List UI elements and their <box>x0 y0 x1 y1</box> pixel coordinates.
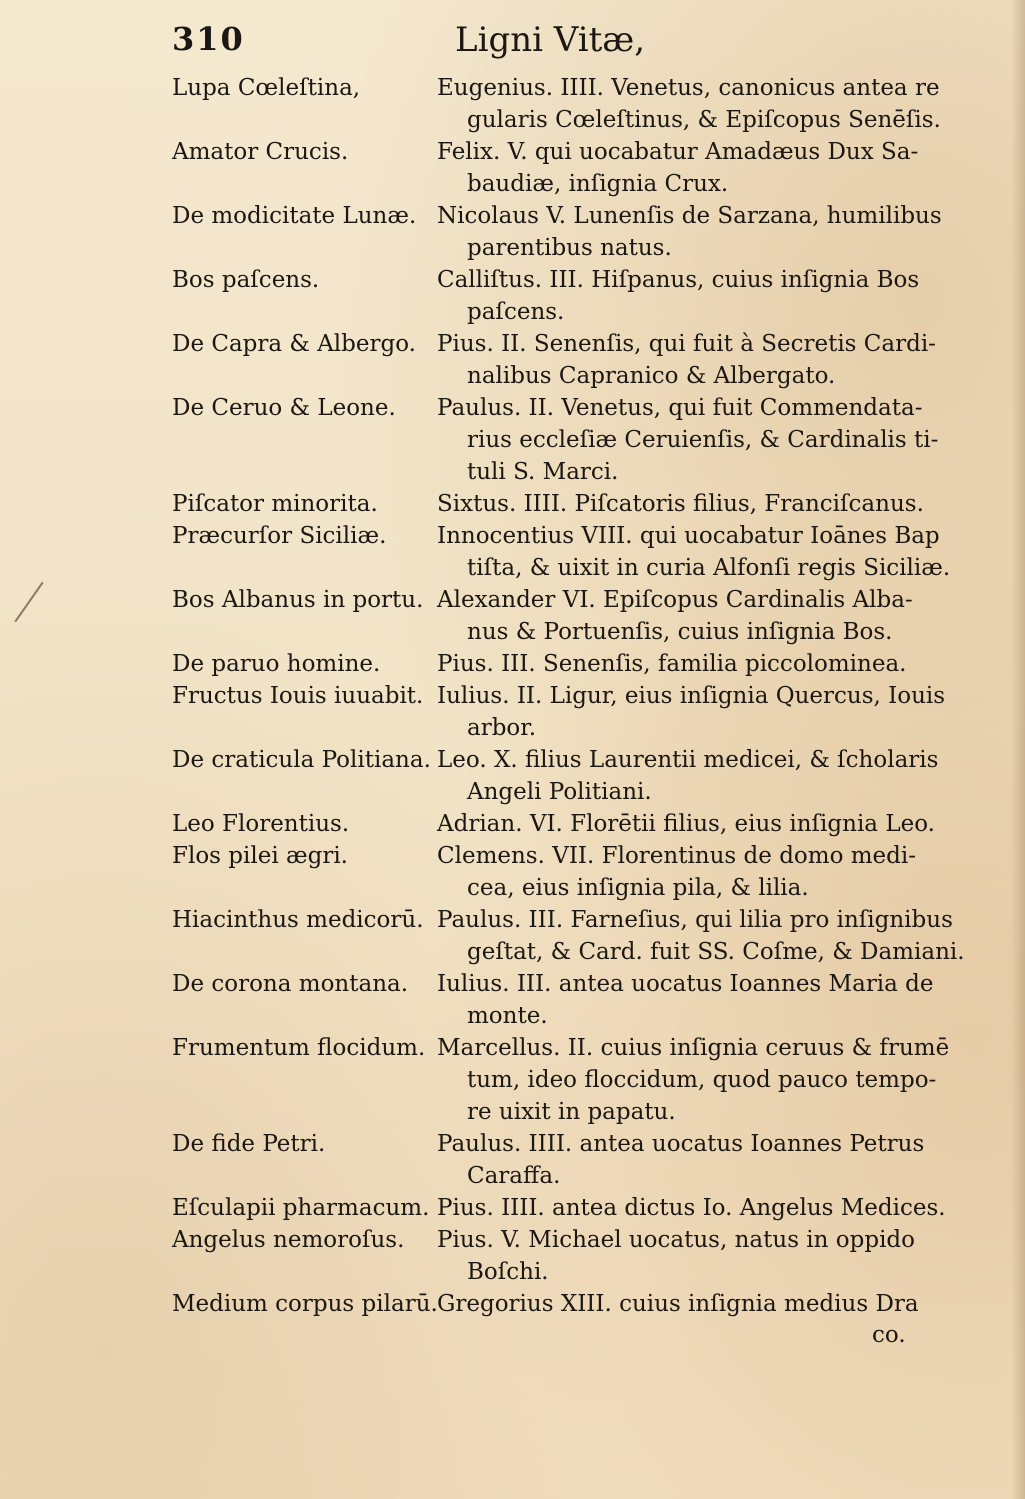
pope-description-line: Marcellus. II. cuius inſignia ceruus & frumē <box>437 1035 950 1061</box>
pope-description <box>437 744 962 808</box>
pope-description-line: Eugenius. IIII. Venetus, canonicus antea re <box>437 75 940 101</box>
page-header <box>172 18 972 66</box>
pope-description <box>437 328 962 392</box>
pope-description-line: Angeli Politiani. <box>467 779 652 805</box>
pope-description-line: Gregorius XIII. cuius inſignia medius Dra <box>437 1291 919 1317</box>
pope-description <box>437 1288 962 1320</box>
pope-description <box>437 520 962 584</box>
page-edge-shadow <box>1011 0 1025 1499</box>
prophecy-entry <box>172 72 962 136</box>
pope-description <box>437 648 962 680</box>
pope-description-line: parentibus natus. <box>467 235 672 261</box>
pope-description <box>437 392 962 488</box>
prophecy-entry <box>172 392 962 488</box>
pope-description <box>437 680 962 744</box>
pope-description <box>437 1224 962 1288</box>
pope-description-line: Innocentius VIII. qui uocabatur Ioānes Bap <box>437 523 940 549</box>
pope-description-line: Adrian. VI. Florētii filius, eius inſignia Leo. <box>437 811 935 837</box>
stray-ink-mark <box>14 582 43 622</box>
pope-description-line: Pius. III. Senenſis, familia piccolominea. <box>437 651 907 677</box>
pope-description-line: Clemens. VII. Florentinus de domo medi- <box>437 843 917 869</box>
pope-description-line: Alexander VI. Epiſcopus Cardinalis Alba- <box>437 587 913 613</box>
pope-description-line: Paulus. III. Farneſius, qui lilia pro inſignibus <box>437 907 953 933</box>
motto-text: De paruo homine. <box>172 651 381 677</box>
pope-description-line: Paulus. IIII. antea uocatus Ioannes Petrus <box>437 1131 925 1157</box>
prophecy-entry <box>172 1224 962 1288</box>
pope-description <box>437 200 962 264</box>
pope-description <box>437 584 962 648</box>
pope-description-line: Pius. V. Michael uocatus, natus in oppido <box>437 1227 916 1253</box>
pope-description <box>437 968 962 1032</box>
pope-description-line: Pius. IIII. antea dictus Io. Angelus Medices. <box>437 1195 946 1221</box>
pope-description-line: monte. <box>467 1003 548 1029</box>
pope-description-line: geſtat, & Card. fuit SS. Coſme, & Damiani. <box>467 939 965 965</box>
prophecy-entry <box>172 840 962 904</box>
pope-description-line: re uixit in papatu. <box>467 1099 676 1125</box>
pope-description <box>437 840 962 904</box>
pope-description <box>437 1032 962 1128</box>
motto-text: Medium corpus pilarū. <box>172 1291 438 1317</box>
pope-description-line: tum, ideo floccidum, quod pauco tempo- <box>467 1067 937 1093</box>
page-number: 310 <box>172 20 245 58</box>
pope-description-line: Caraffa. <box>467 1163 561 1189</box>
motto-text: Piſcator minorita. <box>172 491 378 517</box>
prophecy-entry <box>172 808 962 840</box>
pope-description-line: tiſta, & uixit in curia Alfonſi regis Siciliæ. <box>467 555 951 581</box>
prophecy-entry <box>172 584 962 648</box>
pope-description-line: Iulius. II. Ligur, eius inſignia Quercus, Iouis <box>437 683 946 709</box>
prophecy-entry <box>172 1192 962 1224</box>
prophecy-entry <box>172 744 962 808</box>
prophecy-entry <box>172 328 962 392</box>
pope-description <box>437 1128 962 1192</box>
motto-text: De craticula Politiana. <box>172 747 431 773</box>
pope-description-line: gularis Cœleſtinus, & Epiſcopus Senēſis. <box>467 107 941 133</box>
motto-text: Bos Albanus in portu. <box>172 587 424 613</box>
catchword: co. <box>872 1322 906 1348</box>
prophecy-entry <box>172 264 962 328</box>
prophecy-entry <box>172 1032 962 1128</box>
prophecy-entry <box>172 488 962 520</box>
prophecy-list <box>172 72 965 1320</box>
motto-text: Præcurſor Siciliæ. <box>172 523 387 549</box>
pope-description-line: Iulius. III. antea uocatus Ioannes Maria de <box>437 971 934 997</box>
motto-text: De Capra & Albergo. <box>172 331 416 357</box>
prophecy-entry <box>172 520 962 584</box>
pope-description-line: Pius. II. Senenſis, qui fuit à Secretis Cardi- <box>437 331 936 357</box>
pope-description-line: Felix. V. qui uocabatur Amadæus Dux Sa- <box>437 139 919 165</box>
pope-description-line: nus & Portuenſis, cuius inſignia Bos. <box>467 619 893 645</box>
pope-description-line: Calliſtus. III. Hiſpanus, cuius inſignia Bos <box>437 267 920 293</box>
motto-text: Angelus nemoroſus. <box>172 1227 405 1253</box>
pope-description <box>437 808 962 840</box>
prophecy-entry <box>172 1128 962 1192</box>
pope-description-line: Sixtus. IIII. Piſcatoris filius, Franciſcanus. <box>437 491 924 517</box>
pope-description-line: rius eccleſiæ Ceruienſis, & Cardinalis ti- <box>467 427 939 453</box>
motto-text: Frumentum flocidum. <box>172 1035 426 1061</box>
prophecy-entry <box>172 680 962 744</box>
motto-text: Bos paſcens. <box>172 267 320 293</box>
pope-description <box>437 904 965 968</box>
pope-description-line: paſcens. <box>467 299 565 325</box>
prophecy-entry <box>172 968 962 1032</box>
motto-text: Flos pilei ægri. <box>172 843 348 869</box>
motto-text: Lupa Cœleſtina, <box>172 75 361 101</box>
pope-description-line: Leo. X. filius Laurentii medicei, & ſcholaris <box>437 747 939 773</box>
pope-description-line: Nicolaus V. Lunenſis de Sarzana, humilibus <box>437 203 942 229</box>
pope-description-line: baudiæ, inſignia Crux. <box>467 171 729 197</box>
pope-description-line: tuli S. Marci. <box>467 459 619 485</box>
pope-description <box>437 1192 962 1224</box>
motto-text: Fructus Iouis iuuabit. <box>172 683 424 709</box>
motto-text: Leo Florentius. <box>172 811 350 837</box>
pope-description-line: cea, eius inſignia pila, & lilia. <box>467 875 809 901</box>
prophecy-entry <box>172 200 962 264</box>
prophecy-entry <box>172 648 962 680</box>
pope-description-line: arbor. <box>467 715 537 741</box>
pope-description <box>437 264 962 328</box>
prophecy-entry <box>172 904 965 968</box>
prophecy-entry <box>172 1288 962 1320</box>
motto-text: De fide Petri. <box>172 1131 326 1157</box>
motto-text: Hiacinthus medicorū. <box>172 907 424 933</box>
pope-description <box>437 136 962 200</box>
prophecy-entry <box>172 136 962 200</box>
motto-text: Amator Crucis. <box>172 139 349 165</box>
pope-description <box>437 488 962 520</box>
motto-text: Eſculapii pharmacum. <box>172 1195 430 1221</box>
pope-description <box>437 72 962 136</box>
motto-text: De Ceruo & Leone. <box>172 395 396 421</box>
pope-description-line: Boſchi. <box>467 1259 549 1285</box>
motto-text: De modicitate Lunæ. <box>172 203 417 229</box>
motto-text: De corona montana. <box>172 971 409 997</box>
pope-description-line: nalibus Capranico & Albergato. <box>467 363 836 389</box>
pope-description-line: Paulus. II. Venetus, qui fuit Commendata- <box>437 395 923 421</box>
running-title: Ligni Vitæ, <box>455 20 646 60</box>
